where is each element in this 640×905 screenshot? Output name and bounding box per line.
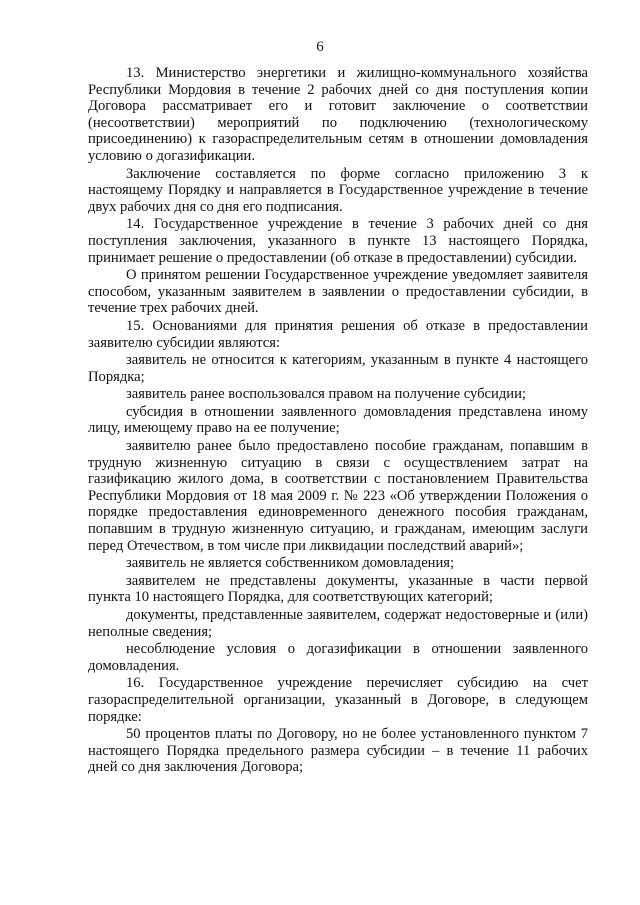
paragraph-notification: О принятом решении Государственное учреждение уведомляет заявителя способом, указанным заявителем в заявлении о предоставлении субсидии, в течение трех рабочих дней. bbox=[88, 267, 588, 317]
paragraph-13: 13. Министерство энергетики и жилищно-коммунального хозяйства Республики Мордовия в течение 2 рабочих дней со дня поступления копии Договора рассматривает его и готовит заключение о соответствии (несоответствии) мероприятий по подключению (технологическому присоединению) к газораспределительным сетям в отношении домовладения условию о догазификации. bbox=[88, 65, 588, 164]
paragraph-15: 15. Основаниями для принятия решения об отказе в предоставлении заявителю субсидии являются: bbox=[88, 317, 588, 351]
refusal-ground-documents-missing: заявителем не представлены документы, указанные в части первой пункта 10 настоящего Порядка, для соответствующих категорий; bbox=[88, 572, 588, 606]
refusal-ground-category: заявитель не относится к категориям, указанным в пункте 4 настоящего Порядка; bbox=[88, 352, 588, 385]
page-number: 6 bbox=[316, 39, 324, 55]
paragraph-conclusion-form: Заключение составляется по форме согласно приложению 3 к настоящему Порядку и направляется в Государственное учреждение в течение двух рабочих дня со дня его подписания. bbox=[88, 165, 588, 215]
refusal-ground-other-person: субсидия в отношении заявленного домовладения представлена иному лицу, имеющему право на ее получение; bbox=[88, 403, 588, 437]
refusal-ground-not-owner: заявитель не является собственником домовладения; bbox=[126, 555, 455, 572]
refusal-ground-allowance: заявителю ранее было предоставлено пособие гражданам, попавшим в трудную жизненную ситуацию в связи с осуществлением затрат на газификацию жилого дома, в соответствии с постановлением Правительства Республики Мордовия от 18 мая 2009 г. № 223 «Об утверждении Положения о порядке предоставления единовременного денежного пособия гражданам, попавшим в трудную жизненную ситуацию, и гражданам, имеющим заслуги перед Отечеством, в том числе при ликвидации последствий аварий»; bbox=[88, 438, 588, 554]
refusal-ground-condition: несоблюдение условия о догазификации в отношении заявленного домовладения. bbox=[88, 641, 588, 674]
refusal-ground-false-info: документы, представленные заявителем, содержат недостоверные и (или) неполные сведения; bbox=[88, 607, 588, 640]
paragraph-16: 16. Государственное учреждение перечисляет субсидию на счет газораспределительной организации, указанный в Договоре, в следующем порядке: bbox=[88, 675, 588, 725]
document-body bbox=[88, 65, 588, 777]
paragraph-14: 14. Государственное учреждение в течение 3 рабочих дней со дня поступления заключения, указанного в пункте 13 настоящего Порядка, принимает решение о предоставлении (об отказе в предоставлении) субсидии. bbox=[88, 216, 588, 266]
payment-first-part: 50 процентов платы по Договору, но не более установленного пунктом 7 настоящего Порядка предельного размера субсидии – в течение 11 рабочих дней со дня заключения Договора; bbox=[88, 726, 588, 776]
refusal-ground-used-right: заявитель ранее воспользовался правом на получение субсидии; bbox=[126, 386, 526, 403]
